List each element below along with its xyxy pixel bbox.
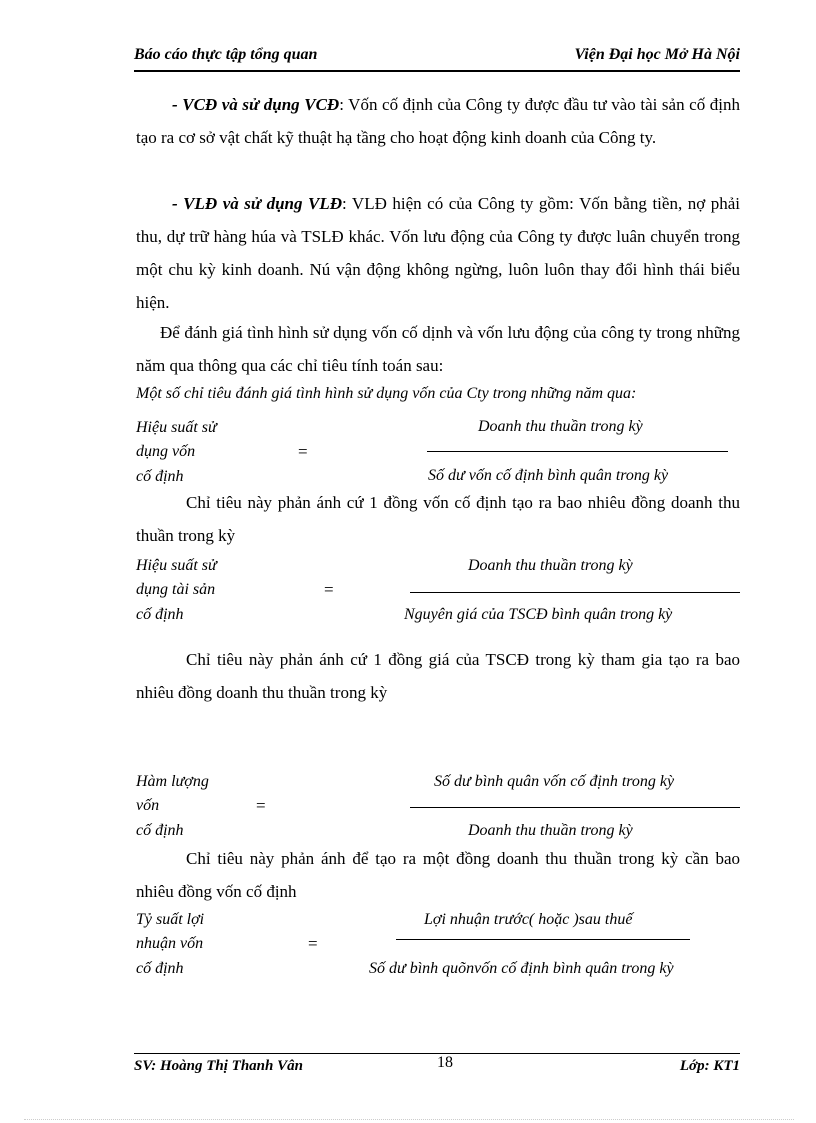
page-number: 18 <box>437 1054 453 1071</box>
numerator: Số dư bình quân vốn cố định trong kỳ <box>434 773 675 790</box>
equals-sign: = <box>256 796 266 815</box>
formula-2-explain: Chỉ tiêu này phản ánh cứ 1 đồng giá của TSCĐ trong kỳ tham gia tạo ra bao nhiêu đồng doanh thu thuần trong kỳ <box>136 650 740 702</box>
vcd-label: - VCĐ và sử dụng VCĐ <box>172 95 340 114</box>
numerator: Doanh thu thuần trong kỳ <box>478 418 643 435</box>
numerator: Lợi nhuận trước( hoặc )sau thuế <box>424 911 633 928</box>
vcd-text: : Vốn cố định của Công ty được đầu tư vào tài sản cố định tạo ra cơ sở vật chất kỹ thuật hạ tầng cho hoạt động kinh doanh của Công ty. <box>136 95 741 147</box>
formula-label-line: cố định <box>136 468 184 485</box>
denominator: Số dư bình quõnvốn cố định bình quân trong kỳ <box>369 960 674 977</box>
paragraph-vld <box>136 187 740 319</box>
equals-sign: = <box>308 934 318 953</box>
vld-label: - VLĐ và sử dụng VLĐ <box>172 194 342 213</box>
denominator: Doanh thu thuần trong kỳ <box>468 822 633 839</box>
formula-label-line: cố định <box>136 822 184 839</box>
numerator: Doanh thu thuần trong kỳ <box>468 557 633 574</box>
page-footer <box>134 1053 740 1080</box>
paragraph-vcd <box>136 88 740 154</box>
equals-sign: = <box>324 580 334 599</box>
fraction-line <box>410 592 740 593</box>
page-header <box>134 44 740 72</box>
formula-label-line: nhuận vốn <box>136 935 204 952</box>
header-left: Báo cáo thực tập tổng quan <box>134 46 318 63</box>
formula-label-line: Hiệu suất sử <box>136 557 217 574</box>
subtitle: Một số chỉ tiêu đánh giá tình hình sử dụng vốn của Cty trong những năm qua: <box>136 385 637 402</box>
page-edge-dots <box>24 1119 794 1120</box>
header-right: Viện Đại học Mở Hà Nội <box>574 46 740 63</box>
formula-3-explain: Chỉ tiêu này phản ánh để tạo ra một đồng doanh thu thuần trong kỳ cần bao nhiêu đồng vốn cố định <box>136 849 740 901</box>
footer-student: SV: Hoàng Thị Thanh Vân <box>134 1058 303 1074</box>
formula-label-line: Hàm lượng <box>136 773 209 790</box>
vld-text: : VLĐ hiện có của Công ty gồm: Vốn bằng tiền, nợ phải thu, dự trữ hàng húa và TSLĐ khác. Vốn lưu động của Công ty được luân chuyển trong một chu kỳ kinh doanh. Nú vận động không ngừng, luôn luôn thay đổi hình thái biểu hiện. <box>136 194 740 312</box>
formula-label-line: Hiệu suất sử <box>136 419 217 436</box>
denominator: Nguyên giá của TSCĐ bình quân trong kỳ <box>404 606 673 623</box>
formula-label-line: vốn <box>136 797 160 814</box>
formula-1-explain: Chỉ tiêu này phản ánh cứ 1 đồng vốn cố định tạo ra bao nhiêu đồng doanh thu thuần trong kỳ <box>136 493 740 545</box>
formula-label-line: cố định <box>136 606 184 623</box>
fraction-line <box>427 451 728 452</box>
equals-sign: = <box>298 442 308 461</box>
denominator: Số dư vốn cố định bình quân trong kỳ <box>428 467 669 484</box>
paragraph-intro: Để đánh giá tình hình sử dụng vốn cố dịnh và vốn lưu động của công ty trong những năm qua thông qua các chỉ tiêu tính toán sau: <box>136 323 740 375</box>
fraction-line <box>410 807 740 808</box>
formula-label-line: Tỷ suất lợi <box>136 911 205 928</box>
formula-label-line: dụng vốn <box>136 443 196 460</box>
footer-class: Lớp: KT1 <box>679 1058 740 1074</box>
formula-label-line: dụng tài sản <box>136 581 216 598</box>
fraction-line <box>396 939 690 940</box>
formula-label-line: cố định <box>136 960 184 977</box>
